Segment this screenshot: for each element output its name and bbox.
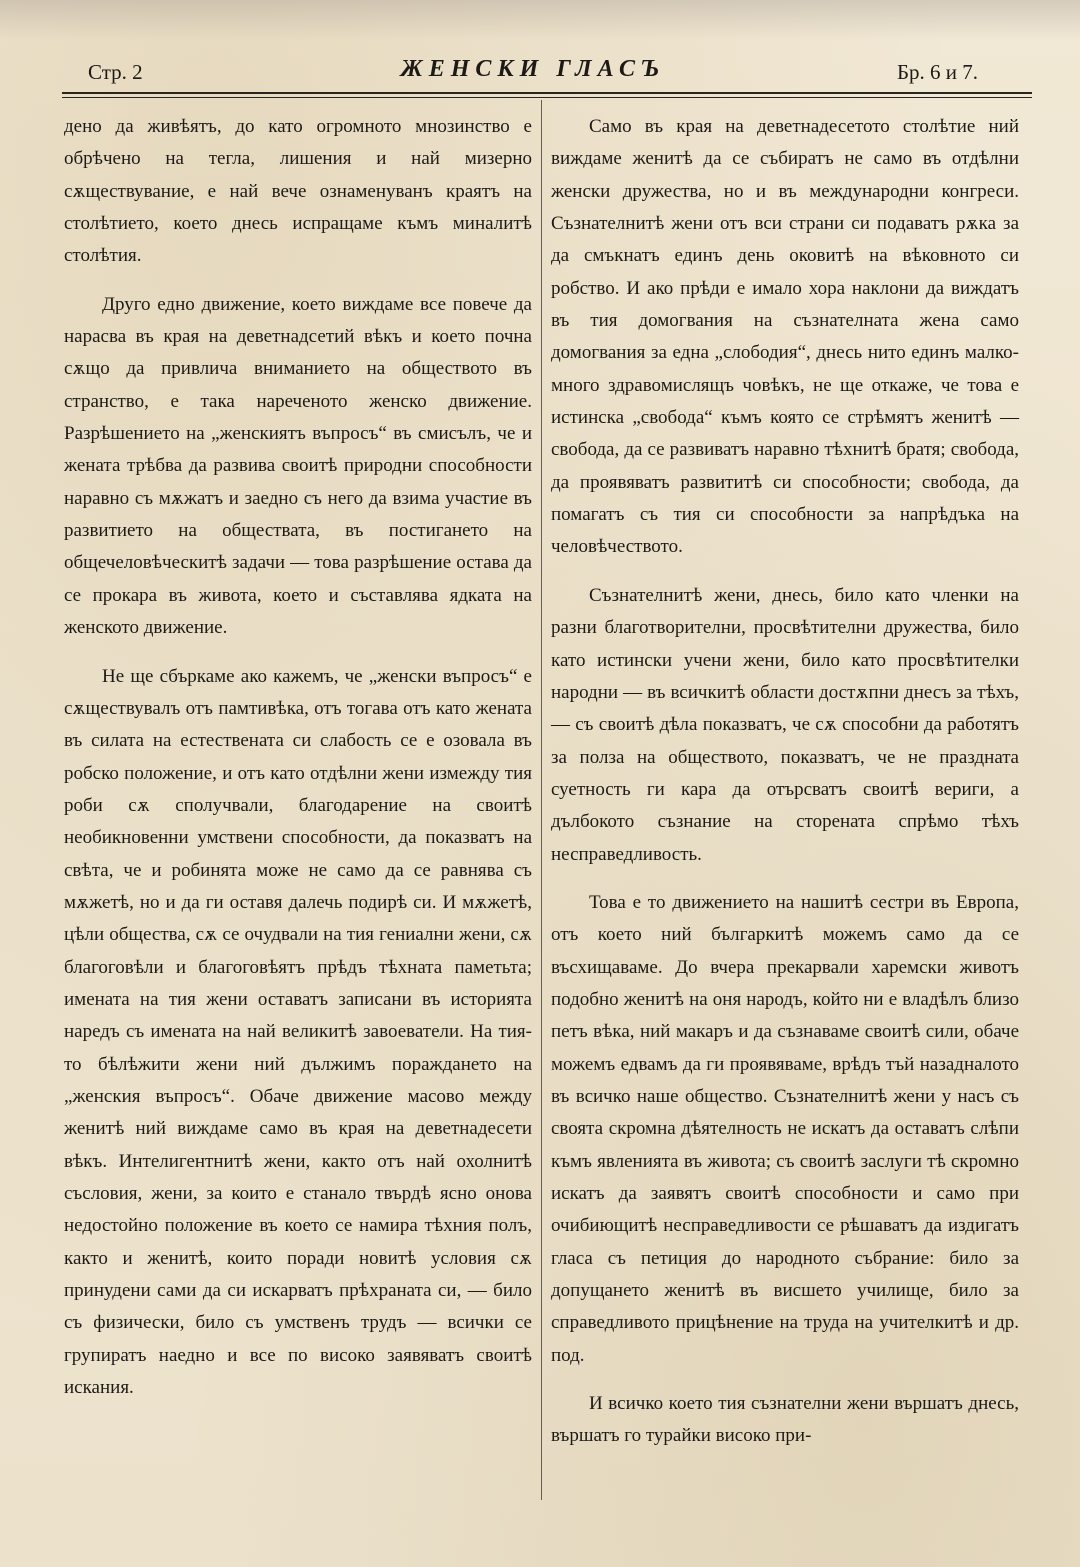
- header-rule: [62, 92, 1032, 98]
- page-header: [88, 56, 978, 90]
- paragraph: И всичко което тия съзнателни жени вършатъ днесь, вършатъ го турайки високо при-: [551, 1393, 1019, 1447]
- right-column: [551, 111, 1019, 1453]
- left-column: [64, 111, 532, 1404]
- paper-stain: [0, 0, 1080, 40]
- paragraph: Не ще сбъркаме ако кажемъ, че „женски въпросъ“ е сѫществувалъ отъ памтивѣка, отъ тогава отъ като жената въ силата на естествената си слабость се е озовала въ робско положение, и отъ като отдѣлни жени измежду тия роби сѫ сполучвали, благодарение на своитѣ необикновенни умствени способности, да показватъ на свѣта, че и робинята може не само да се равнява съ мѫжетѣ, но и да ги оставя далечь подирѣ си. И мѫжетѣ, цѣли общества, сѫ се очудвали на тия гениални жени, сѫ благоговѣли и благоговѣятъ прѣдъ тѣхната паметьта; имената на тия жени оставатъ записани въ историята наредъ съ имената на най великитѣ завоеватели. На тия-то бѣлѣжити жени ний дължимъ пораждането на „женския въпросъ“. Обаче движение масово между женитѣ ний виждаме само въ края на деветнадесети вѣкъ. Интелигентнитѣ жени, както отъ най охолнитѣ съсловия, жени, за които е станало твърдѣ ясно онова недостойно положение въ което се намира тѣхния полъ, както и женитѣ, които поради новитѣ условия сѫ принудени сами да си искарватъ прѣхраната си, — било съ физически, било съ умственъ трудъ — всички се групиратъ наедно и все по високо заявяватъ своитѣ искания.: [64, 665, 532, 1399]
- paragraph: Това е то движението на нашитѣ сестри въ Европа, отъ което ний българкитѣ можемъ само да се въсхищаваме. До вчера прекарвали харемски животъ подобно женитѣ на оня народъ, който ни е владѣлъ близо петъ вѣка, ний макаръ и да съзнаваме своитѣ сили, обаче можемъ едвамъ да ги проявяваме, врѣдъ тъй назадналото въ всичко наше общество. Съзнателнитѣ жени у насъ съ своята скромна дѣятелность не искатъ да оставатъ слѣпи къмъ явленията въ живота; съ своитѣ заслуги тѣ скромно искатъ да заявятъ своитѣ способности и само при очибиющитѣ несправедливости се рѣшаватъ да издигатъ гласа съ петиция до народното събрание: било за допущането женитѣ въ висшето училище, било за справедливото прицѣнение на труда на учителкитѣ и др. под.: [551, 891, 1019, 1366]
- newspaper-title: ЖЕНСКИ ГЛАСЪ: [400, 56, 666, 82]
- paragraph: дено да живѣятъ, до като огромното мнозинство е обрѣчено на тегла, лишения и най мизерно сѫществувание, е най вече ознаменуванъ краятъ на столѣтието, което днесь испращаме къмъ миналитѣ столѣтия.: [64, 116, 532, 267]
- paragraph: Само въ края на деветнадесетото столѣтие ний виждаме женитѣ да се събиратъ не само въ отдѣлни женски дружества, но и въ международни конгреси. Съзнателнитѣ жени отъ вси страни си подаватъ рѫка за да смъкнатъ единъ день оковитѣ на вѣковното си робство. И ако прѣди е имало хора наклони да виждатъ въ тия домогвания на съзнателната жена само домогвания за една „слободия“, днесь нито единъ малко-много здравомислящъ човѣкъ, не ще откаже, че това е истинска „свобода“ къмъ която се стрѣмятъ женитѣ — свобода, да се развиватъ наравно тѣхнитѣ братя; свобода, да проявяватъ развититѣ си способности; свобода, да помагатъ съ тия си способности за напрѣдъка на человѣчеството.: [551, 116, 1019, 558]
- page-number: Стр. 2: [88, 60, 143, 84]
- paragraph: Друго едно движение, което виждаме все повече да нарасва въ края на деветнадсетий вѣкъ и което почна сѫщо да привлича вниманието на обществото въ странство, е така нареченото женско движение. Разрѣшението на „женскиятъ въпросъ“ въ смисълъ, че и жената трѣбва да развива своитѣ природни способности наравно съ мѫжатъ и заедно съ него да взима участие въ развитието на обществата, въ постигането на общечеловѣческитѣ задачи — това разрѣшение остава да се прокара въ живота, което и съставлява ядката на женското движение.: [64, 293, 532, 639]
- paragraph: Съзнателнитѣ жени, днесь, било като членки на разни благотворителни, просвѣтителни дружества, било като истински учени жени, било като просвѣтителки народни — въ всичкитѣ области достѫпни днесъ за тѣхъ, — съ своитѣ дѣла показватъ, че сѫ способни да работятъ за полза на обществото, показватъ, че не празднатa суетность ги кара да отърсватъ своитѣ вериги, а дълбокото съзнание на сторената спрѣмо тѣхъ несправедливость.: [551, 584, 1019, 865]
- issue-number: Бр. 6 и 7.: [896, 60, 978, 84]
- column-divider: [541, 100, 542, 1500]
